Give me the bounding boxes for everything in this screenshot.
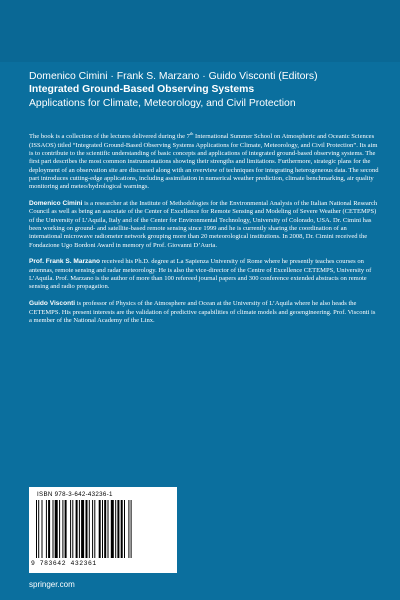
barcode-bar xyxy=(53,500,54,558)
bio-cimini-text: is a researcher at the Institute of Methodologies for the Environmental Analysis of the Italian National Research Council as well as being an associate of the Center of Excellence for Remote Sensing and Modeling of Severe Weather (CETEMPS) of the University of L’Aquila, Italy and of the Center for Environmental Technology, University of Colorado, USA. Dr. Cimini has been working on ground- and satellite-based remote sensing since 1999 and he is currently sharing the coordination of an international microwave radiometer network grouping more than 20 meteorological institutions. In 2008, Dr. Cimini received the Fondazione Ugo Bordoni Award in memory of Prof. Giovanni D’Auria. xyxy=(29,199,378,249)
cover-top-band xyxy=(0,0,400,62)
barcode-bar xyxy=(55,500,58,558)
isbn-number: ISBN 978-3-642-43236-1 xyxy=(37,491,113,498)
barcode-bar xyxy=(86,500,88,558)
bio-visconti-text: is professor of Physics of the Atmosphere and Ocean at the University of L’Aquila where he also heads the CETEMPS. His present interests are the validation of predictive capabilities of climate models and geoengineering. Prof. Visconti is a member of the National Academy of the Linx. xyxy=(29,300,376,324)
barcode-bar xyxy=(102,500,103,558)
barcode-bar xyxy=(81,500,84,558)
barcode-bars xyxy=(36,500,170,560)
book-description xyxy=(29,130,379,192)
back-cover-blurb xyxy=(29,130,379,334)
cover-header xyxy=(29,70,379,111)
barcode-bar xyxy=(59,500,60,558)
ordinal-suffix: th xyxy=(189,131,194,136)
barcode-bar xyxy=(121,500,123,558)
bio-marzano xyxy=(29,258,379,291)
barcode-digits: 9 783642 432361 xyxy=(31,560,97,567)
editors-line: Domenico Cimini · Frank S. Marzano · Guido Visconti (Editors) xyxy=(29,71,318,82)
barcode-bar xyxy=(38,500,39,558)
bio-visconti xyxy=(29,300,379,325)
book-title: Integrated Ground-Based Observing Systems xyxy=(29,84,255,95)
barcode-bar xyxy=(48,500,50,558)
bio-cimini xyxy=(29,200,379,250)
barcode-bar xyxy=(117,500,119,558)
barcode-bar xyxy=(92,500,93,558)
bio-marzano-name: Prof. Frank S. Marzano xyxy=(29,258,100,266)
isbn-barcode xyxy=(29,487,177,573)
description-text-start: The book is a collection of the lectures delivered during the 7 xyxy=(29,133,190,141)
barcode-bar xyxy=(65,500,67,558)
barcode-bar xyxy=(46,500,47,558)
barcode-bar xyxy=(94,500,95,558)
barcode-bar xyxy=(70,500,71,558)
description-text-rest: International Summer School on Atmospheric and Oceanic Sciences (ISSAOS) titled “Integrated Ground-Based Observing Systems Applications for Climate, Meteorology, and Civil Protection”. Its aim is to contribute to the scientific understanding of basic concepts and applications of integrated ground-based observing systems. The first part describes the most common instrumentations showing their strengths and limitations. Furthermore, strategic plans for the deployment of an observation site are discussed along with an overview of techniques for integrating heterogeneous data. The second part introduces cutting-edge applications, including assimilation in numerical weather prediction, climate benchmarking, air quality monitoring and meteo/hydrological warnings. xyxy=(29,133,379,191)
barcode-bar xyxy=(108,500,109,558)
book-subtitle: Applications for Climate, Meteorology, and Civil Protection xyxy=(29,98,296,109)
barcode-bar xyxy=(72,500,73,558)
barcode-bar xyxy=(36,500,37,558)
barcode-bar xyxy=(124,500,125,558)
barcode-bar xyxy=(111,500,114,558)
barcode-bar xyxy=(99,500,101,558)
barcode-bar xyxy=(42,500,43,558)
bio-visconti-name: Guido Visconti xyxy=(29,300,76,308)
barcode-bar xyxy=(115,500,116,558)
barcode-bar xyxy=(62,500,63,558)
barcode-bar xyxy=(89,500,90,558)
bio-marzano-text: received his Ph.D. degree at La Sapienza University of Rome where he presently teaches courses on antennas, remote sensing and radar meteorology. He is also the vice-director of the Centre of Excellence CETEMPS, University of L’Aquila. Prof. Marzano is the author of more than 100 refereed journal papers and 300 conference extended abstracts on remote sensing and radio propagation. xyxy=(29,258,372,291)
barcode-bar xyxy=(79,500,80,558)
barcode-bar xyxy=(128,500,129,558)
bio-cimini-name: Domenico Cimini xyxy=(29,199,83,207)
publisher-website: springer.com xyxy=(29,580,75,589)
barcode-bar xyxy=(131,500,132,558)
barcode-bar xyxy=(76,500,78,558)
barcode-bar xyxy=(104,500,106,558)
